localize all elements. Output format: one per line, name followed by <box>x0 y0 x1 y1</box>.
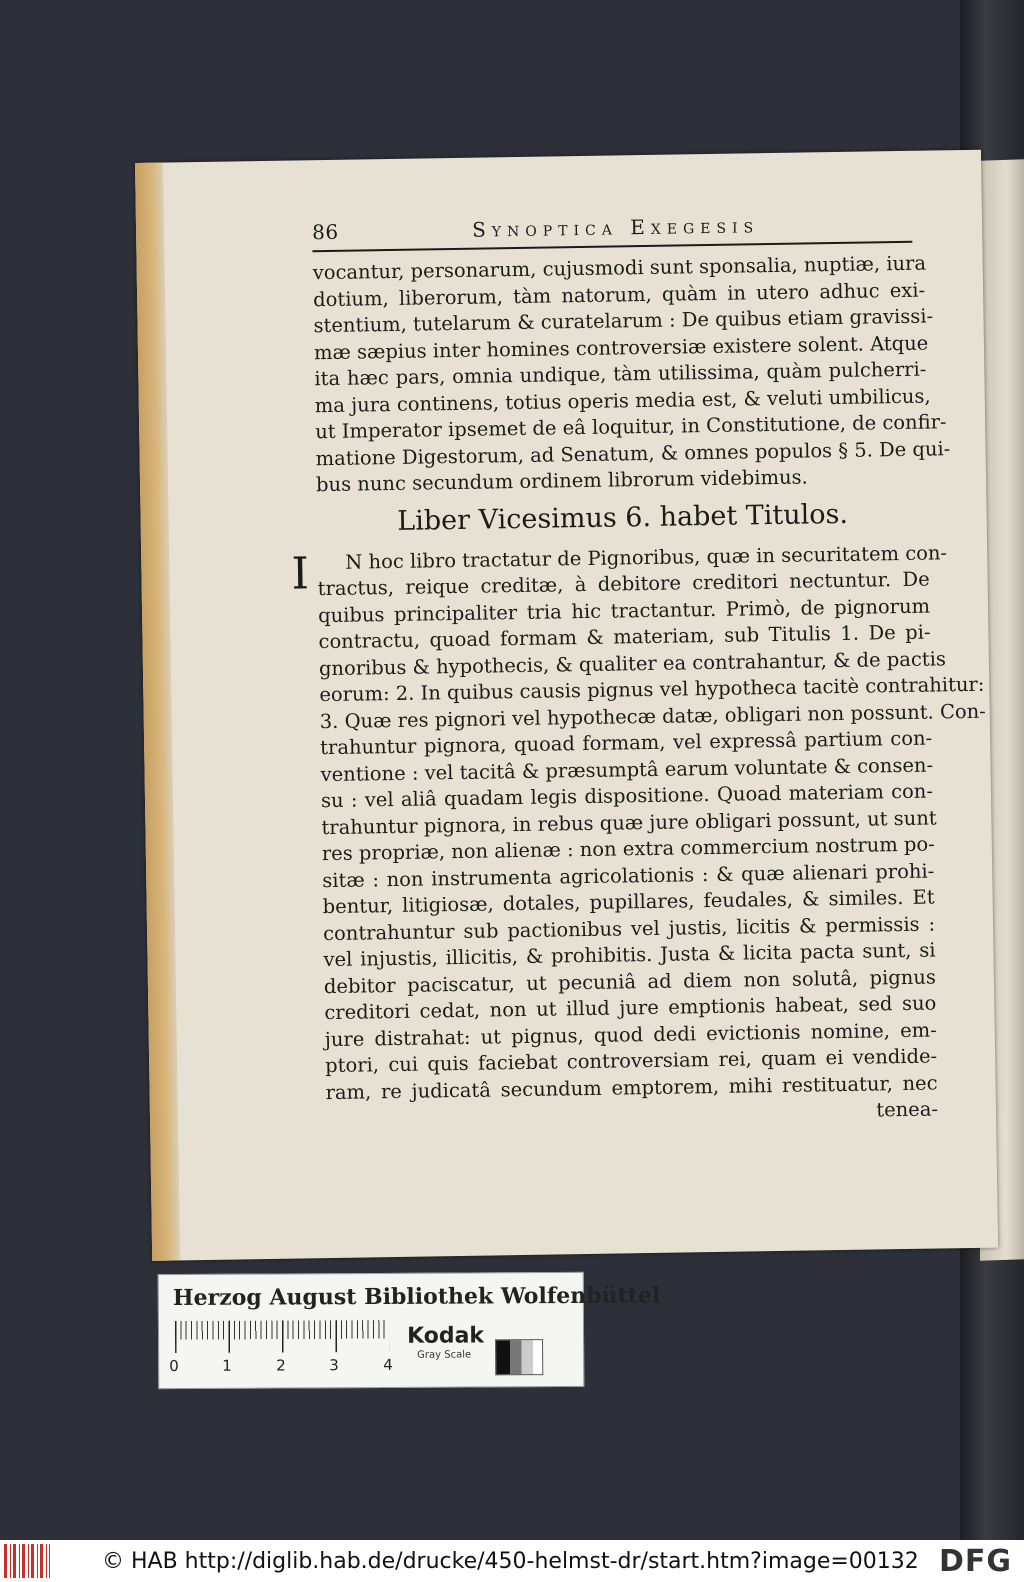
text-line: stentium, tutelarum & curatelarum : De quibus etiam gravissi- <box>313 304 934 338</box>
drop-cap: I <box>291 547 310 600</box>
text-line: quibus principaliter tria hic tractantur. Primò, de pignorum <box>317 594 931 627</box>
page-number: 86 <box>311 219 339 245</box>
barcode-icon <box>4 1544 50 1578</box>
page-spine <box>135 163 180 1261</box>
text-line: vel injustis, illicitis, & prohibitis. Justa & licita pacta sunt, si <box>323 938 936 972</box>
gray-scale-caption: Gray Scale <box>417 1349 472 1361</box>
text-line: debitor paciscatur, ut pecuniâ ad diem non solutâ, pignus <box>323 965 937 998</box>
library-name: Herzog August Bibliothek Wolfenbüttel <box>172 1282 661 1312</box>
section-title: Liber Vicesimus 6. habet Titulos. <box>397 498 849 537</box>
text-line: matione Digestorum, ad Senatum, & omnes populos § 5. De qui- <box>315 436 951 470</box>
page-text-block <box>291 210 986 1132</box>
text-line: contractu, quoad formam & materiam, sub Titulis 1. De pi- <box>318 620 931 654</box>
kodak-brand: Kodak <box>406 1323 485 1349</box>
text-line: gnoribus & hypothecis, & qualiter ea contrahantur, & de pactis <box>318 646 947 680</box>
text-line: eorum: 2. In quibus causis pignus vel hypotheca tacitè contrahitur: <box>319 672 985 707</box>
footer-bar <box>0 1540 1024 1582</box>
paragraph-intro <box>312 250 951 498</box>
text-line: ventione : vel tacitâ & præsumptâ earum voluntate & consen- <box>320 753 934 786</box>
text-line: creditori cedat, non ut illud jure emptionis habeat, sed suo <box>324 991 937 1025</box>
scale-ruler-major-ticks <box>175 1320 389 1353</box>
text-line: jure distrahat: ut pignus, quod dedi evictionis nomine, em- <box>324 1018 937 1051</box>
text-line: sitæ : non instrumenta agricolationis : & quæ alienari prohi- <box>322 859 935 892</box>
text-line: su : vel aliâ quadam legis dispositione. Quoad materiam con- <box>320 779 934 813</box>
text-line: ram, re judicatâ secundum emptorem, mihi restituatur, nec <box>325 1071 938 1104</box>
ruler-number: 2 <box>276 1356 286 1375</box>
text-line: bentur, litigiosæ, dotales, pupillares, feudales, & similes. Et <box>322 885 935 919</box>
text-line: tractus, reique creditæ, à debitore creditori nectuntur. De <box>317 567 930 601</box>
text-line: mæ sæpius inter homines controversiæ existere solent. Atque <box>313 331 929 364</box>
text-line: trahuntur pignora, in rebus quæ jure obligari possunt, ut sunt <box>321 805 937 839</box>
text-line: 3. Quæ res pignori vel hypothecæ datæ, obligari non possunt. Con- <box>319 699 986 733</box>
paragraph-main <box>317 566 986 1106</box>
gray-scale-swatch <box>495 1339 543 1375</box>
ruler-number: 1 <box>222 1356 232 1375</box>
ruler-number: 4 <box>383 1355 393 1374</box>
dfg-logo: DFG <box>938 1544 1012 1579</box>
text-line: vocantur, personarum, cujusmodi sunt sponsalia, nuptiæ, iura <box>312 251 927 285</box>
text-line: bus nunc secundum ordinem librorum videbimus. <box>315 465 808 497</box>
ruler-number: 3 <box>329 1356 339 1375</box>
text-line: res propriæ, non alienæ : non extra commercium nostrum po- <box>321 832 935 866</box>
text-line: dotium, liberorum, tàm natorum, quàm in utero adhuc exi- <box>312 278 926 311</box>
first-line-text: N hoc libro tractatur de Pignoribus, quæ in securitatem con- <box>345 540 948 574</box>
running-head <box>312 210 932 244</box>
text-line: ita hæc pars, omnia undique, tàm utilissima, quàm pulcherri- <box>314 357 927 391</box>
footer-url-text[interactable]: © HAB http://diglib.hab.de/drucke/450-helmst-dr/start.htm?image=00132 <box>102 1548 919 1574</box>
text-line: trahuntur pignora, quoad formam, vel expressâ partium con- <box>320 726 933 760</box>
text-line: ut Imperator ipsemet de eâ loquitur, in Constitutione, de confir- <box>315 410 947 444</box>
catchword: tenea- <box>876 1097 939 1122</box>
ruler-number: 0 <box>169 1357 179 1376</box>
book-page <box>135 150 998 1261</box>
text-line: ptori, cui quis faciebat controversiam rei, quam ei vendide- <box>325 1044 938 1078</box>
text-line: ma jura continens, totius operis media est, & veluti umbilicus, <box>314 384 931 417</box>
running-head-title: Synoptica Exegesis <box>471 213 760 242</box>
text-line: contrahuntur sub pactionibus vel justis, licitis & permissis : <box>322 912 936 945</box>
library-label-card <box>158 1272 661 1389</box>
